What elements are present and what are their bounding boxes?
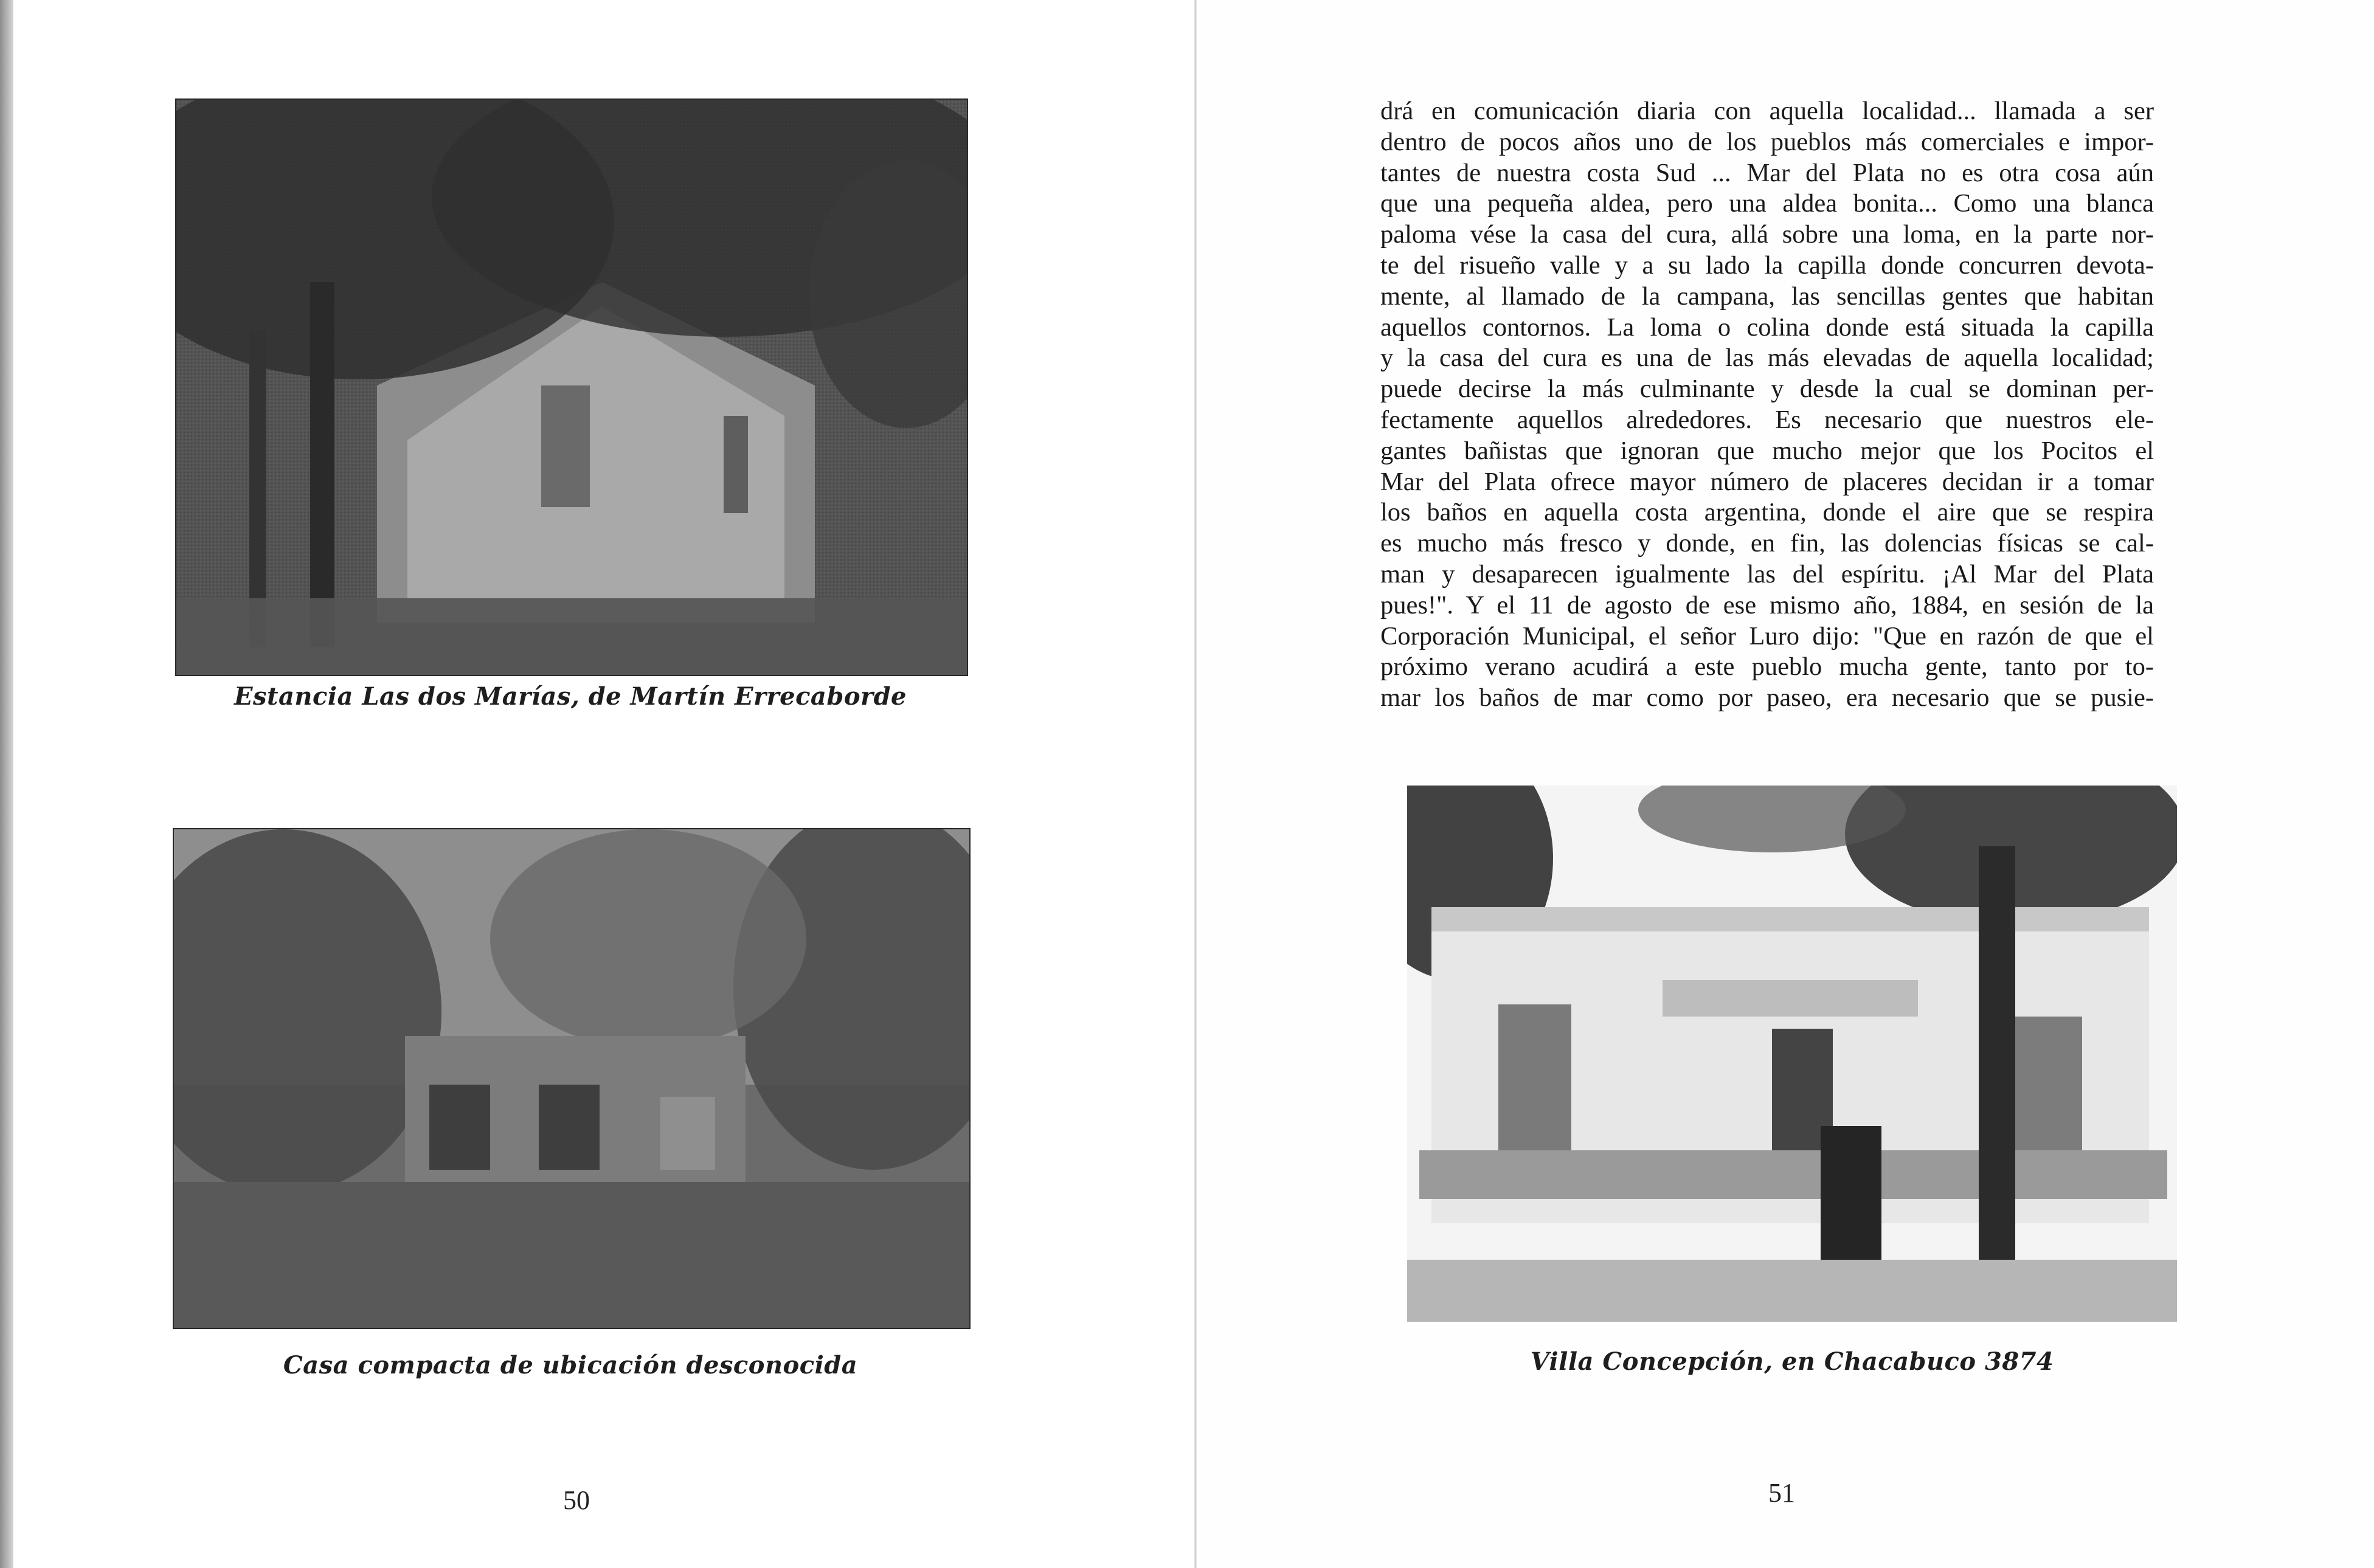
page-number-right: 51: [1768, 1478, 1795, 1508]
text-line: que una pequeña aldea, pero una aldea bonita... Como una blanca: [1380, 189, 2154, 218]
text-line: próximo verano acudirá a este pueblo mucha gente, tanto por to-: [1380, 652, 2154, 682]
house-photo-bottom: [173, 828, 971, 1329]
text-line: pues!". Y el 11 de agosto de ese mismo año, 1884, en sesión de la: [1380, 590, 2154, 620]
text-line: gantes bañistas que ignoran que mucho mejor que los Pocitos el: [1380, 436, 2154, 465]
text-line: y la casa del cura es una de las más elevadas de aquella localidad;: [1380, 344, 2154, 373]
photo-caption-top: Estancia Las dos Marías, de Martín Errecaborde: [234, 682, 907, 711]
text-line: aquellos contornos. La loma o colina donde está situada la capilla: [1380, 313, 2154, 342]
scan-edge: [0, 0, 13, 1568]
text-line: fectamente aquellos alrededores. Es necesario que nuestros ele-: [1380, 405, 2154, 434]
photo-caption-villa: Villa Concepción, en Chacabuco 3874: [1530, 1347, 2054, 1376]
text-line: man y desaparecen igualmente las del espíritu. ¡Al Mar del Plata: [1380, 559, 2154, 589]
text-line: drá en comunicación diaria con aquella localidad... llamada a ser: [1380, 97, 2154, 125]
text-line: es mucho más fresco y donde, en fin, las dolencias físicas se cal-: [1380, 529, 2154, 558]
text-line: mar los baños de mar como por paseo, era necesario que se pusie-: [1380, 683, 2154, 713]
text-line: puede decirse la más culminante y desde la cual se dominan per-: [1380, 375, 2154, 404]
body-text: [1380, 96, 2154, 714]
left-page: [13, 0, 1197, 1568]
text-line: Corporación Municipal, el señor Luro dijo: "Que en razón de que el: [1380, 621, 2154, 651]
text-line: te del risueño valle y a su lado la capilla donde concurren devota-: [1380, 250, 2154, 280]
text-line: paloma vése la casa del cura, allá sobre una loma, en la parte nor-: [1380, 220, 2154, 249]
page-number-left: 50: [563, 1485, 590, 1515]
text-line: Mar del Plata ofrece mayor número de placeres decidan ir a tomar: [1380, 467, 2154, 496]
text-line: mente, al llamado de la campana, las sencillas gentes que habitan: [1380, 281, 2154, 311]
right-page: [1197, 0, 2374, 1568]
photo-caption-bottom: Casa compacta de ubicación desconocida: [283, 1351, 858, 1380]
text-line: tantes de nuestra costa Sud ... Mar del Plata no es otra cosa aún: [1380, 158, 2154, 187]
house-photo-top: [175, 98, 968, 676]
text-line: los baños en aquella costa argentina, donde el aire que se respira: [1380, 498, 2154, 527]
villa-photo: [1407, 786, 2177, 1322]
text-line: dentro de pocos años uno de los pueblos más comerciales e impor-: [1380, 127, 2154, 156]
